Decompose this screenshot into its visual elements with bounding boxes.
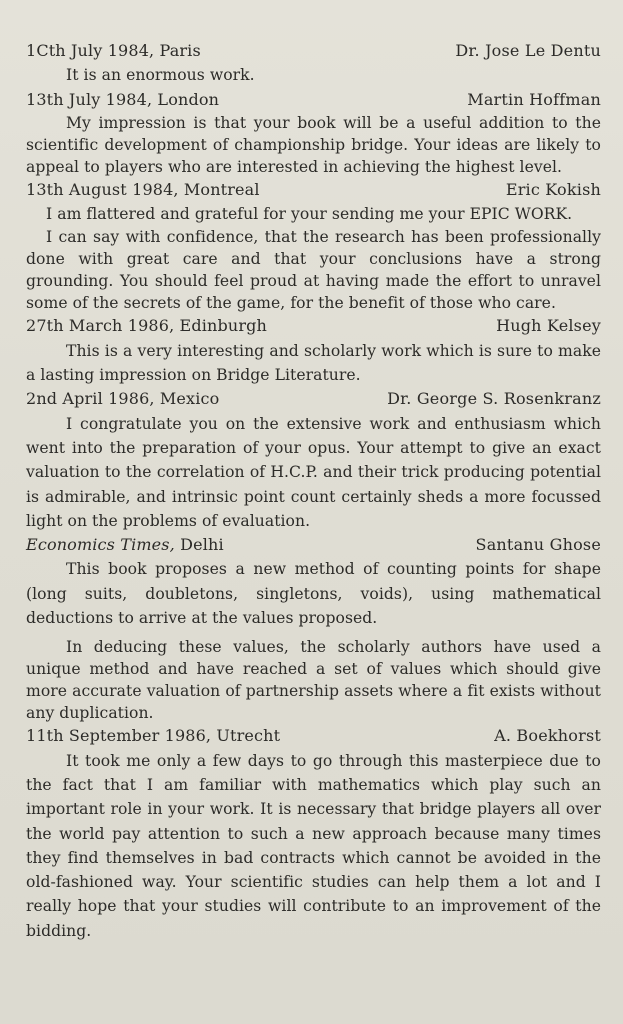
entry-paragraph: In deducing these values, the scholarly authors have used a unique method and have reached a set of values which should give more accurate valuation of partnership assets where a fit exists without any duplication. <box>26 638 601 723</box>
entry-author: Dr. George S. Rosenkranz <box>387 389 601 409</box>
entry-paragraph: This is a very interesting and scholarly work which is sure to make a lasting impression on Bridge Literature. <box>26 341 601 385</box>
review-entry-montreal <box>26 178 601 315</box>
entry-paragraph: It took me only a few days to go through this masterpiece due to the fact that I am familiar with mathematics which play such an important role in your work. It is necessary that bridge players all over the world pay attention to such a new approach because many times they find themselves in bad contracts which cannot be avoided in the old-fashioned way. Your scientific studies can help them a lot and I really hope that your studies will contribute to an improvement of the bidding. <box>26 751 601 940</box>
entry-author: Santanu Ghose <box>475 535 601 555</box>
entry-header <box>26 39 601 63</box>
review-entry-paris <box>26 39 601 88</box>
entry-header <box>26 178 601 202</box>
entry-date-place: 11th September 1986, Utrecht <box>26 726 281 746</box>
publication-name: Economics Times, <box>26 535 175 555</box>
entry-header <box>26 724 601 748</box>
entry-author: A. Boekhorst <box>494 726 601 746</box>
entry-author: Hugh Kelsey <box>496 316 601 336</box>
entry-header <box>26 314 601 338</box>
review-entry-edinburgh <box>26 314 601 387</box>
review-entry-london <box>26 88 601 178</box>
review-entry-mexico <box>26 387 601 533</box>
entry-paragraph: I am flattered and grateful for your sending me your EPIC WORK. <box>46 205 573 224</box>
entry-date-place: 1Cth July 1984, Paris <box>26 41 201 60</box>
entry-header <box>26 533 601 557</box>
entry-header <box>26 88 601 112</box>
entry-date-place: 27th March 1986, Edinburgh <box>26 316 267 336</box>
review-entry-delhi <box>26 533 601 724</box>
entry-paragraph: My impression is that your book will be a useful addition to the scientific development of championship bridge. Your ideas are likely to appeal to players who are interested in achieving the highest level. <box>26 113 601 176</box>
entry-paragraph: It is an enormous work. <box>66 66 255 85</box>
entry-paragraph: This book proposes a new method of counting points for shape (long suits, doubletons, singletons, voids), using mathematical deductions to arrive at the values proposed. <box>26 560 601 628</box>
entry-date-place <box>26 533 224 557</box>
entry-date-place: 13th July 1984, London <box>26 89 220 109</box>
entry-date-place: 13th August 1984, Montreal <box>26 179 260 199</box>
entry-author: Martin Hoffman <box>467 89 601 109</box>
publication-city: Delhi <box>174 535 224 555</box>
review-entry-utrecht <box>26 724 601 943</box>
entry-author: Eric Kokish <box>505 179 601 199</box>
entry-paragraph: I congratulate you on the extensive work and enthusiasm which went into the preparation of your opus. Your attempt to give an exact valuation to the correlation of H.C.P. and their trick producing potential is admirable, and intrinsic point count certainly sheds a more focussed light on the problems of evaluation. <box>26 414 601 530</box>
entry-paragraph: I can say with confidence, that the research has been professionally done with great care and that your conclusions have a strong grounding. You should feel proud at having made the effort to unravel some of the secrets of the game, for the benefit of those who care. <box>26 228 601 313</box>
entry-author: Dr. Jose Le Dentu <box>455 41 601 60</box>
entry-date-place: 2nd April 1986, Mexico <box>26 389 220 409</box>
entry-header <box>26 387 601 411</box>
